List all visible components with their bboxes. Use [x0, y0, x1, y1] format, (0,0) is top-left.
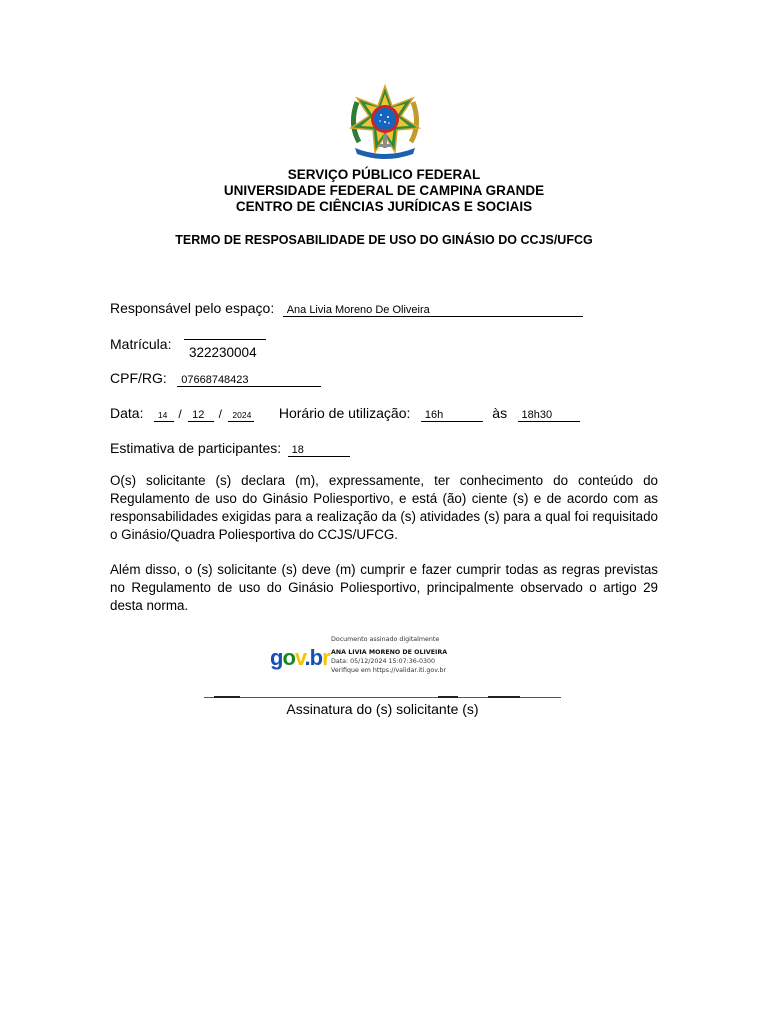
horario-label: Horário de utilização:	[278, 405, 411, 421]
rules-paragraph: Além disso, o (s) solicitante (s) deve (m) cumprir e fazer cumprir todas as regras previstas no Regulamento de uso do Ginásio Poliesportivo, principalmente observado o artigo 29 desta norma.	[110, 562, 658, 613]
govbr-logo: gov.br	[270, 645, 330, 670]
signature-line-mark	[214, 696, 240, 698]
horario-fim-field[interactable]: 18h30	[518, 409, 580, 422]
stamp-verify: Verifique em https://validar.iti.gov.br	[331, 667, 447, 674]
data-day-field[interactable]: 14	[154, 409, 174, 422]
cpf-label: CPF/RG:	[110, 370, 167, 386]
matricula-strike-line	[184, 339, 266, 340]
data-horario-row	[110, 405, 580, 423]
signature-line-mark	[488, 696, 520, 698]
header-line-2: UNIVERSIDADE FEDERAL DE CAMPINA GRANDE	[223, 183, 545, 198]
estimativa-row	[110, 440, 350, 458]
stamp-line-1: Documento assinado digitalmente	[331, 636, 440, 643]
matricula-field[interactable]: 322230004	[189, 345, 257, 360]
signature-line-mark	[438, 696, 458, 698]
header-line-3: CENTRO DE CIÊNCIAS JURÍDICAS E SOCIAIS	[235, 199, 533, 214]
data-year-field[interactable]: 2024	[228, 409, 254, 422]
responsavel-field[interactable]: Ana Livia Moreno De Oliveira	[283, 304, 583, 317]
data-label: Data:	[110, 405, 144, 421]
data-separator-1: /	[178, 407, 182, 421]
horario-inicio-field[interactable]: 16h	[421, 409, 483, 422]
signature-caption: Assinatura do (s) solicitante (s)	[286, 701, 479, 717]
data-separator-2: /	[218, 407, 222, 421]
declaration-paragraph: O(s) solicitante (s) declara (m), expressamente, ter conhecimento do conteúdo do Regulamento de uso do Ginásio Poliesportivo, e está (ão) ciente (s) e de acordo com as responsabilidades exigidas para a realização da (s) atividades (s) para a qual foi requisitado o Ginásio/Quadra Poliesportiva do CCJS/UFCG.	[110, 473, 658, 542]
brazil-coat-of-arms-emblem	[345, 84, 425, 162]
horario-as-label: às	[492, 405, 508, 421]
stamp-date: Data: 05/12/2024 15:07:36-0300	[331, 658, 436, 665]
document-title: TERMO DE RESPOSABILIDADE DE USO DO GINÁSIO DO CCJS/UFCG	[175, 233, 593, 247]
stamp-signer-name: ANA LIVIA MORENO DE OLIVEIRA	[331, 649, 448, 656]
estimativa-field[interactable]: 18	[288, 444, 350, 457]
matricula-label: Matrícula:	[110, 336, 172, 352]
cpf-field[interactable]: 07668748423	[177, 374, 321, 387]
cpf-row	[110, 370, 321, 388]
data-month-field[interactable]: 12	[188, 409, 214, 422]
responsavel-label: Responsável pelo espaço:	[110, 300, 275, 316]
estimativa-label: Estimativa de participantes:	[110, 440, 282, 456]
header-line-1: SERVIÇO PÚBLICO FEDERAL	[287, 167, 481, 182]
responsavel-row	[110, 300, 583, 318]
